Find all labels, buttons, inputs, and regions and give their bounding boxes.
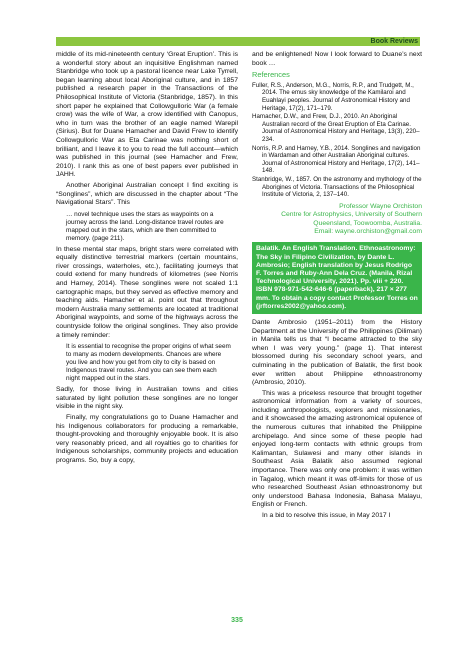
block-quote-2: It is essential to recognise the proper origins of what seem to many as modern developments. Chances are where you live and how you get from city to city is based on Indigenous travel routes. And you can see them each night mapped out in the stars.	[66, 343, 231, 383]
reference-item: Stanbridge, W., 1857. On the astronomy and mythology of the Aborigines of Victoria. Transactions of the Philosophical Institute of Victoria, 2, 137–140.	[252, 175, 422, 199]
left-paragraph-2: Another Aboriginal Australian concept I find exciting is “Songlines”, which are discussed in the chapter about “The Navigational Stars”. This	[56, 181, 238, 207]
book-review-header-box: Balatik. An English Translation. Ethnoastronomy: The Sky in Filipino Civilization, by Dante L. Ambrosio; English translation by Jesus Rodrigo F. Torres and Ruby-Ann Dela Cruz. (Manila, Rizal Technological University, 2021). Pp. viii + 220. ISBN 978-971-542-646-6 (paperback), 217 × 277 mm. To obtain a copy contact Professor Torres on (jrftorres2002@yahoo.com).	[252, 242, 422, 314]
right-paragraph-4: In a bid to resolve this issue, in May 2017 I	[262, 512, 391, 519]
left-column	[56, 51, 238, 468]
left-paragraph-1: middle of its mid-nineteenth century ‘Great Eruption’. This is a wonderful story about an inquisitive Englishman named Stanbridge who took up a pastoral licence near Lake Tyrrell, began learning about local Aboriginal culture, and in 1857 published a research paper in the Transactions of the Philosophical Institute of Victoria (Stanbridge, 1857). In this short paper he explained that Collowgulloric War (a female crow) was the wife of War, a crow identified with Canopus, who in turn was the brother of an eagle named Warepil (Sirius). But for Duane Hamacher and David Frew to identify Collowgulloric War as Eta Carinae was nothing short of brilliant, and I leave it to you to read the full account—which was published in this journal (see Hamacher and Frew, 2010). I rank this as one of best papers ever published in JAHH.	[56, 51, 238, 179]
right-paragraph-2: Dante Ambrosio (1951–2011) from the History Department at the University of the Philippines (Diliman) in Manila tells us that “I became attracted to the sky when I was very young.” (page 1). That interest blossomed during his secondary school years, and culminating in the publication of Balatik, the first book ever written about Philippine ethnoastronomy (Ambrosio, 2010).	[252, 318, 422, 387]
left-paragraph-5: Finally, my congratulations go to Duane Hamacher and his Indigenous collaborators for producing a remarkable, thought-provoking and thoroughly enjoyable book. It is also very reasonably priced, and all royalties go to charities for Indigenous scholarships, community projects and education programs. So, buy a copy,	[56, 414, 238, 464]
reviewer-affiliation: Centre for Astrophysics, University of Southern Queensland, Toowoomba, Australia.	[281, 211, 422, 227]
right-column	[252, 51, 422, 523]
reviewer-name: Professor Wayne Orchiston	[339, 202, 422, 210]
reviewer-email[interactable]: Email: wayne.orchiston@gmail.com	[314, 227, 422, 235]
left-paragraph-4: Sadly, for those living in Australian towns and cities saturated by light pollution these songlines are no longer visible in the night sky.	[56, 386, 238, 411]
reference-item: Fuller, R.S., Anderson, M.G., Norris, R.P., and Trudgett, M., 2014. The emus sky knowledge of the Kamilaroi and Euahlayi peoples. Journal of Astronomical History and Heritage, 17(2), 171–179.	[252, 81, 414, 112]
right-paragraph-1: and be enlightened! Now I look forward to Duane’s next book …	[252, 51, 422, 67]
section-title: Book Reviews	[370, 38, 418, 45]
reference-item: Norris, R.P. and Harney, Y.B., 2014. Songlines and navigation in Wardaman and other Australian Aboriginal cultures. Journal of Astronomical History and Heritage, 17(2), 141–148.	[252, 144, 421, 175]
references-heading: References	[252, 70, 290, 80]
left-paragraph-3: In these mental star maps, bright stars were correlated with equally distinctive terrestrial markers (certain mountains, river crossings, waterholes, etc.), facilitating journeys that could extend for many hundreds of kilometres (see Norris and Harney, 2014). These songlines were not scaled 1:1 cartographic maps, but they served as effective memory and teaching aids. Hamacher et al. point out that throughout modern Australia many settlements are located at traditional Aboriginal waypoints, and some of the highways across the countryside follow the original songlines. They also provide a timely reminder:	[56, 245, 238, 339]
right-paragraph-3: This was a priceless resource that brought together astronomical information from a variety of sources, including anthropologists, explorers and missionaries, and it showcased the amazing astronomical opulence of the numerous cultures that inhabited the Philippine archipelago. And since some of these people had enjoyed long-term contacts with ethnic groups from Kalimantan, Sulawesi and many other islands in Southeast Asia Balatik also assumed regional importance. There was only one problem: it was written in Tagalog, which meant it was off-limits for those of us who researched Southeast Asian ethnoastronomy but only understood Bahasa Indonesia, Bahasa Malayu, English or French.	[252, 389, 422, 509]
page-number: 335	[231, 617, 243, 624]
reviewer-signature	[252, 203, 422, 237]
block-quote-1: … novel technique uses the stars as waypoints on a journey across the land. Long-distance travel routes are mapped out in the stars, which are then committed to memory. (page 211).	[66, 210, 224, 242]
reference-item: Hamacher, D.W., and Frew, D.J., 2010. An Aboriginal Australian record of the Great Eruption of Eta Carinae. Journal of Astronomical History and Heritage, 13(3), 220–234.	[252, 113, 420, 143]
reference-list	[252, 82, 422, 199]
